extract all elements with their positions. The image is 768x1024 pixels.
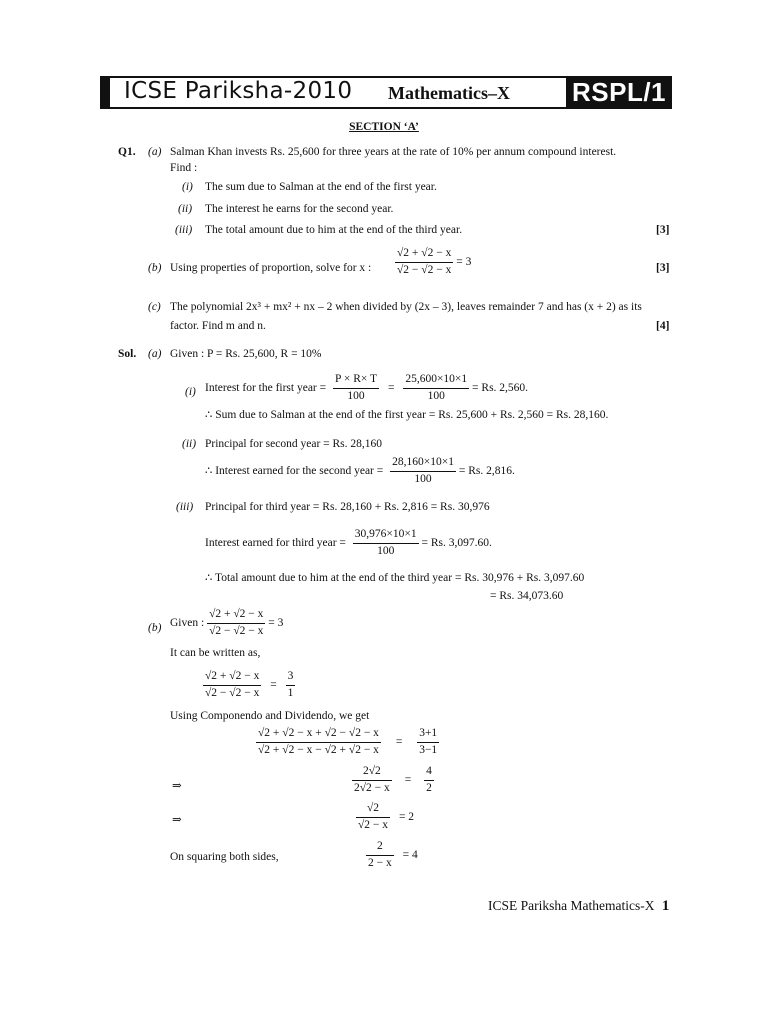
sol-a-total-line1: ∴ Total amount due to him at the end of the third year = Rs. 30,976 + Rs. 3,097.60 — [205, 572, 585, 584]
footer-text: ICSE Pariksha Mathematics-X — [488, 898, 655, 913]
sol-b-s1-den: 2√2 − x — [354, 781, 390, 794]
implies-arrow-1: ⇒ — [172, 780, 182, 792]
sol-b-written: It can be written as, — [170, 647, 261, 659]
sol-b-cd-equation — [256, 727, 439, 758]
sol-b-step3 — [366, 840, 418, 871]
sol-b-given-den: √2 − √2 − x — [209, 624, 264, 637]
sol-b-s3-den: 2 − x — [368, 856, 392, 869]
part-a-text-line2: Find : — [170, 162, 198, 174]
sol-b-s1-num: 2√2 — [352, 765, 392, 781]
sol-b-given: Given : — [170, 616, 205, 629]
sol-a-iii-label: (iii) — [176, 501, 194, 513]
header-left-bar — [100, 76, 110, 109]
implies-arrow-2: ⇒ — [172, 814, 182, 826]
subject-title: Mathematics–X — [388, 83, 510, 103]
sol-b-w-num: √2 + √2 − x — [203, 670, 261, 686]
sol-b-s3-rhs: = 4 — [402, 848, 418, 861]
sol-a-ii-text: Principal for second year = Rs. 28,160 — [205, 438, 383, 450]
sol-a-ii-label: (ii) — [182, 438, 197, 450]
sol-b-w-rnum: 3 — [286, 670, 296, 686]
part-b-marks: [3] — [656, 262, 670, 274]
sol-b-s1-eq: = — [404, 773, 412, 786]
part-a-item-1-text: The sum due to Salman at the end of the first year. — [205, 181, 437, 193]
part-a-item-3-label: (iii) — [175, 224, 193, 236]
sol-a-iii-equation — [205, 528, 492, 559]
series-title: ICSE Pariksha-2010 — [124, 78, 353, 104]
sol-b-step2 — [356, 802, 414, 833]
part-a-item-3-text: The total amount due to him at the end of the third year. — [205, 224, 463, 236]
sol-a-total-line2: = Rs. 34,073.60 — [490, 590, 564, 602]
sol-b-step1 — [352, 765, 434, 796]
sol-a-i-text: Interest for the first year = — [205, 381, 327, 394]
sol-b-s2-num: √2 — [356, 802, 390, 818]
sol-b-s3-num: 2 — [366, 840, 394, 856]
sol-a-iii-den: 100 — [377, 544, 395, 557]
sol-a-ii-num: 28,160×10×1 — [390, 456, 456, 472]
part-b-eq-denominator: √2 − √2 − x — [397, 263, 452, 276]
sol-a-iii-interest: Interest earned for third year = — [205, 536, 346, 549]
sol-b-cd-num: √2 + √2 − x + √2 − √2 − x — [256, 727, 381, 743]
paper-code-badge: RSPL/1 — [566, 76, 672, 109]
sol-a-ii-interest: ∴ Interest earned for the second year = — [205, 464, 384, 477]
part-a-item-1-label: (i) — [182, 181, 193, 193]
sol-b-written-equation — [203, 670, 295, 701]
part-a-marks: [3] — [656, 224, 670, 236]
sol-b-cd-eq: = — [395, 735, 403, 748]
sol-a-i-label: (i) — [185, 386, 196, 398]
sol-a-i-equation — [205, 373, 528, 404]
page-footer — [488, 897, 669, 915]
part-b-eq-rhs: = 3 — [456, 255, 472, 268]
part-b-label: (b) — [148, 262, 162, 274]
page-number: 1 — [661, 898, 670, 914]
part-a-text-line1: Salman Khan invests Rs. 25,600 for three years at the rate of 10% per annum compound interest. — [170, 146, 617, 158]
sol-a-label: (a) — [148, 348, 162, 360]
part-b-equation — [395, 247, 471, 278]
sol-b-given-rhs: = 3 — [268, 616, 284, 629]
sol-b-w-rden: 1 — [287, 686, 294, 699]
sol-a-ii-result: = Rs. 2,816. — [458, 464, 515, 477]
sol-a-iii-num: 30,976×10×1 — [353, 528, 419, 544]
sol-b-w-eq: = — [270, 678, 277, 691]
sol-b-s1-rnum: 4 — [424, 765, 434, 781]
sol-a-ii-equation — [205, 456, 515, 487]
part-c-marks: [4] — [656, 320, 670, 332]
sol-b-cd-den: √2 + √2 − x − √2 + √2 − x — [258, 743, 379, 756]
part-a-item-2-text: The interest he earns for the second year. — [205, 203, 394, 215]
part-b-text: Using properties of proportion, solve for x : — [170, 262, 372, 274]
section-heading: SECTION ‘A’ — [349, 121, 419, 133]
sol-b-cd-rnum: 3+1 — [417, 727, 439, 743]
sol-a-i-eq: = — [387, 381, 395, 394]
part-a-item-2-label: (ii) — [178, 203, 193, 215]
sol-a-i-f1-num: P × R× T — [333, 373, 379, 389]
sol-b-s1-rden: 2 — [426, 781, 432, 794]
part-b-eq-numerator: √2 + √2 − x — [395, 247, 453, 263]
question-number: Q1. — [118, 146, 136, 158]
sol-a-iii-result: = Rs. 3,097.60. — [421, 536, 492, 549]
solution-label: Sol. — [118, 348, 137, 360]
sol-b-squaring: On squaring both sides, — [170, 851, 279, 863]
sol-a-given: Given : P = Rs. 25,600, R = 10% — [170, 348, 322, 360]
sol-a-i-sum: ∴ Sum due to Salman at the end of the first year = Rs. 25,600 + Rs. 2,560 = Rs. 28,160. — [205, 409, 609, 421]
sol-b-given-num: √2 + √2 − x — [207, 608, 265, 624]
part-c-text-line1: The polynomial 2x³ + mx² + nx – 2 when divided by (2x – 3), leaves remainder 7 and has (x + 2) as its — [170, 301, 642, 313]
sol-b-s2-den: √2 − x — [358, 818, 389, 831]
sol-a-i-f2-num: 25,600×10×1 — [403, 373, 469, 389]
sol-b-cd-rden: 3−1 — [419, 743, 438, 756]
part-c-label: (c) — [148, 301, 161, 313]
sol-a-i-f1-den: 100 — [347, 389, 365, 402]
sol-a-i-f2-den: 100 — [427, 389, 445, 402]
sol-a-ii-den: 100 — [414, 472, 432, 485]
sol-b-w-den: √2 − √2 − x — [205, 686, 260, 699]
part-c-text-line2: factor. Find m and n. — [170, 320, 266, 332]
sol-a-iii-text: Principal for third year = Rs. 28,160 + Rs. 2,816 = Rs. 30,976 — [205, 501, 490, 513]
sol-b-s2-rhs: = 2 — [398, 810, 415, 823]
sol-b-cd-text: Using Componendo and Dividendo, we get — [170, 710, 370, 722]
sol-a-i-result: = Rs. 2,560. — [472, 381, 529, 394]
sol-b-given-equation — [170, 608, 283, 639]
part-a-label: (a) — [148, 146, 162, 158]
sol-b-label: (b) — [148, 622, 162, 634]
